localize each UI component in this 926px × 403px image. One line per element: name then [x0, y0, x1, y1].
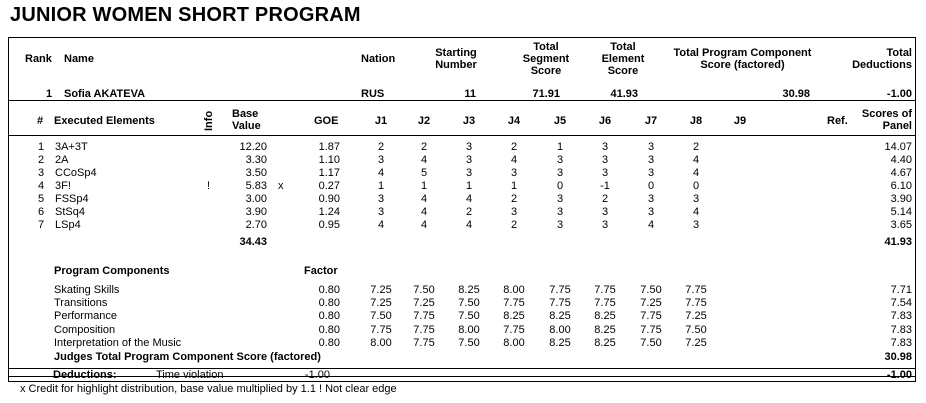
element-base-value: 3.00	[245, 193, 267, 205]
component-score: 7.54	[890, 297, 912, 309]
header-ded-line1: Total	[886, 47, 912, 59]
elements-header-num: #	[37, 115, 44, 127]
element-base-value: 3.90	[245, 206, 267, 218]
component-row	[0, 284, 926, 297]
element-name: CCoSp4	[55, 167, 97, 179]
element-row	[0, 167, 926, 180]
header-seg-line3: Score	[530, 65, 562, 77]
component-judge-score: 8.25	[594, 337, 616, 349]
element-row	[0, 206, 926, 219]
element-judge-score: 4	[510, 154, 518, 166]
element-goe: 0.90	[318, 193, 340, 205]
deductions-row	[0, 369, 926, 382]
element-judge-score: 3	[647, 167, 655, 179]
component-score: 7.83	[890, 337, 912, 349]
element-judge-score: 4	[692, 154, 700, 166]
deductions-item-value: -1.00	[304, 369, 330, 381]
element-num: 4	[38, 180, 45, 192]
element-goe: 1.24	[318, 206, 340, 218]
elements-header-executed: Executed Elements	[54, 115, 155, 127]
judges-total-score: 30.98	[884, 351, 912, 363]
base-value-line2: Value	[232, 120, 261, 132]
component-judge-score: 8.25	[549, 337, 571, 349]
component-judge-score: 7.25	[685, 337, 707, 349]
element-judge-score: 4	[420, 193, 428, 205]
element-judge-score: 0	[692, 180, 700, 192]
judge-header-j2: J2	[417, 115, 431, 127]
header-total-element	[588, 41, 658, 77]
element-row	[0, 154, 926, 167]
component-judge-score: 7.50	[370, 310, 392, 322]
element-panel-score: 4.40	[890, 154, 912, 166]
elements-header-goe: GOE	[314, 115, 339, 127]
component-factor: 0.80	[318, 310, 340, 322]
page-title: JUNIOR WOMEN SHORT PROGRAM	[10, 4, 361, 26]
element-name: 3F!	[55, 180, 71, 192]
element-base-value: 2.70	[245, 219, 267, 231]
component-judge-score: 7.75	[640, 310, 662, 322]
element-judge-score: 2	[601, 193, 609, 205]
element-num: 5	[38, 193, 45, 205]
elements-total-row	[0, 236, 926, 249]
element-panel-score: 3.90	[890, 193, 912, 205]
element-judge-score: 4	[420, 154, 428, 166]
element-judge-score: 5	[420, 167, 428, 179]
element-num: 2	[38, 154, 45, 166]
component-judge-score: 8.00	[549, 324, 571, 336]
element-judge-score: 3	[647, 206, 655, 218]
judge-header-j3: J3	[462, 115, 476, 127]
element-judge-score: 3	[377, 206, 385, 218]
element-base-value: 3.30	[245, 154, 267, 166]
component-judge-score: 7.75	[413, 324, 435, 336]
element-row	[0, 141, 926, 154]
judge-header-j1: J1	[374, 115, 388, 127]
element-judge-score: 4	[465, 219, 473, 231]
component-name: Transitions	[54, 297, 108, 309]
element-judge-score: 1	[377, 180, 385, 192]
element-name: FSSp4	[55, 193, 89, 205]
element-name: 3A+3T	[55, 141, 88, 153]
component-row	[0, 297, 926, 310]
element-base-value: 3.50	[245, 167, 267, 179]
header-el-line1: Total	[610, 41, 636, 53]
component-judge-score: 7.25	[413, 297, 435, 309]
elements-header-scores-of-panel	[840, 108, 912, 132]
component-judge-score: 7.75	[594, 284, 616, 296]
header-nation: Nation	[361, 53, 396, 65]
scores-of-panel-line1: Scores of	[861, 108, 912, 120]
element-judge-score: -1	[600, 180, 610, 192]
component-judge-score: 7.75	[413, 310, 435, 322]
element-num: 3	[38, 167, 45, 179]
element-goe: 1.17	[318, 167, 340, 179]
component-factor: 0.80	[318, 337, 340, 349]
header-seg-line2: Segment	[522, 53, 570, 65]
component-judge-score: 7.75	[503, 297, 525, 309]
elements-total-score: 41.93	[884, 236, 912, 248]
judges-total-label: Judges Total Program Component Score (factored)	[54, 351, 321, 363]
component-name: Performance	[54, 310, 117, 322]
component-row	[0, 310, 926, 323]
skater-rank: 1	[46, 88, 53, 100]
element-judge-score: 2	[420, 141, 428, 153]
scores-of-panel-line2: Panel	[882, 120, 912, 132]
element-judge-score: 3	[601, 206, 609, 218]
skater-deductions: -1.00	[886, 88, 912, 100]
component-judge-score: 7.75	[413, 337, 435, 349]
component-judge-score: 7.75	[594, 297, 616, 309]
judge-header-j5: J5	[553, 115, 567, 127]
component-judge-score: 7.50	[640, 284, 662, 296]
element-judge-score: 4	[465, 193, 473, 205]
component-score: 7.83	[890, 324, 912, 336]
judge-header-j7: J7	[644, 115, 658, 127]
element-name: 2A	[55, 154, 69, 166]
footnote: x Credit for highlight distribution, base value multiplied by 1.1 ! Not clear edge	[20, 383, 397, 395]
element-judge-score: 3	[510, 206, 518, 218]
element-x-credit: x	[278, 180, 284, 192]
divider-elements-header	[8, 135, 916, 136]
element-judge-score: 3	[556, 219, 564, 231]
component-judge-score: 7.75	[549, 284, 571, 296]
component-name: Interpretation of the Music	[54, 337, 182, 349]
header-starting-number	[426, 47, 486, 71]
component-judge-score: 7.50	[685, 324, 707, 336]
elements-header-ref: Ref.	[827, 115, 848, 127]
judges-total-row	[0, 351, 926, 364]
header-starting-line2: Number	[435, 59, 477, 71]
element-judge-score: 4	[692, 167, 700, 179]
header-name: Name	[64, 53, 94, 65]
element-judge-score: 4	[377, 167, 385, 179]
component-factor: 0.80	[318, 297, 340, 309]
element-judge-score: 1	[420, 180, 428, 192]
element-panel-score: 14.07	[884, 141, 912, 153]
header-pcs-line1: Total Program Component	[673, 47, 812, 59]
element-judge-score: 3	[692, 219, 700, 231]
component-judge-score: 7.50	[458, 337, 480, 349]
component-judge-score: 7.75	[640, 324, 662, 336]
element-num: 1	[38, 141, 45, 153]
component-judge-score: 7.50	[640, 337, 662, 349]
components-header-factor: Factor	[304, 265, 338, 277]
component-score: 7.71	[890, 284, 912, 296]
element-goe: 1.87	[318, 141, 340, 153]
component-judge-score: 8.25	[503, 310, 525, 322]
element-judge-score: 3	[556, 206, 564, 218]
skater-segment-score: 71.91	[532, 88, 560, 100]
element-panel-score: 6.10	[890, 180, 912, 192]
component-judge-score: 7.50	[458, 297, 480, 309]
component-judge-score: 8.00	[503, 337, 525, 349]
skater-starting-number: 11	[464, 88, 476, 100]
element-judge-score: 4	[377, 219, 385, 231]
element-row	[0, 193, 926, 206]
component-judge-score: 7.25	[370, 284, 392, 296]
element-judge-score: 3	[647, 141, 655, 153]
element-judge-score: 3	[377, 154, 385, 166]
component-name: Composition	[54, 324, 116, 336]
element-judge-score: 3	[601, 219, 609, 231]
element-judge-score: 3	[556, 167, 564, 179]
component-score: 7.83	[890, 310, 912, 322]
element-judge-score: 3	[601, 154, 609, 166]
component-judge-score: 8.00	[458, 324, 480, 336]
component-judge-score: 7.75	[503, 324, 525, 336]
element-judge-score: 2	[465, 206, 473, 218]
elements-header-info: Info	[203, 110, 215, 131]
element-judge-score: 3	[601, 167, 609, 179]
header-el-line2: Element	[601, 53, 645, 65]
header-starting-line1: Starting	[435, 47, 477, 59]
element-judge-score: 3	[556, 154, 564, 166]
elements-total-bv: 34.43	[239, 236, 267, 248]
element-panel-score: 4.67	[890, 167, 912, 179]
component-judge-score: 7.25	[640, 297, 662, 309]
header-pcs-line2: Score (factored)	[700, 59, 785, 71]
element-num: 7	[38, 219, 45, 231]
base-value-line1: Base	[232, 108, 259, 120]
header-el-line3: Score	[607, 65, 639, 77]
element-num: 6	[38, 206, 45, 218]
element-judge-score: 1	[556, 141, 564, 153]
element-judge-score: 2	[692, 141, 700, 153]
deductions-label: Deductions:	[53, 369, 117, 381]
element-goe: 0.95	[318, 219, 340, 231]
component-judge-score: 7.75	[370, 324, 392, 336]
element-judge-score: 3	[692, 193, 700, 205]
component-judge-score: 8.25	[594, 324, 616, 336]
component-judge-score: 7.50	[458, 310, 480, 322]
element-judge-score: 3	[510, 167, 518, 179]
component-judge-score: 7.25	[370, 297, 392, 309]
components-header-label: Program Components	[54, 265, 170, 277]
element-judge-score: 1	[465, 180, 473, 192]
element-name: StSq4	[55, 206, 85, 218]
header-rank: Rank	[25, 53, 52, 65]
component-factor: 0.80	[318, 284, 340, 296]
component-judge-score: 8.00	[370, 337, 392, 349]
judge-header-j4: J4	[507, 115, 521, 127]
element-judge-score: 4	[647, 219, 655, 231]
skater-pcs: 30.98	[782, 88, 810, 100]
element-goe: 0.27	[318, 180, 340, 192]
deductions-item: Time violation	[156, 369, 224, 381]
element-judge-score: 1	[510, 180, 518, 192]
element-judge-score: 3	[465, 167, 473, 179]
component-judge-score: 7.75	[685, 284, 707, 296]
component-row	[0, 324, 926, 337]
component-judge-score: 8.25	[458, 284, 480, 296]
element-judge-score: 3	[377, 193, 385, 205]
element-row	[0, 219, 926, 232]
component-judge-score: 7.25	[685, 310, 707, 322]
element-judge-score: 2	[510, 219, 518, 231]
judge-header-j6: J6	[598, 115, 612, 127]
element-judge-score: 3	[556, 193, 564, 205]
header-total-segment	[506, 41, 586, 77]
component-judge-score: 7.75	[549, 297, 571, 309]
element-judge-score: 2	[377, 141, 385, 153]
component-judge-score: 7.50	[413, 284, 435, 296]
element-info: !	[207, 180, 211, 192]
skater-name: Sofia AKATEVA	[64, 88, 146, 100]
element-judge-score: 3	[465, 154, 473, 166]
element-judge-score: 2	[510, 141, 518, 153]
element-base-value: 5.83	[245, 180, 267, 192]
element-judge-score: 4	[420, 219, 428, 231]
component-judge-score: 7.75	[685, 297, 707, 309]
element-judge-score: 3	[647, 193, 655, 205]
header-ded-line2: Deductions	[852, 59, 912, 71]
skater-element-score: 41.93	[610, 88, 638, 100]
deductions-total: -1.00	[886, 369, 912, 381]
component-row	[0, 337, 926, 350]
element-panel-score: 5.14	[890, 206, 912, 218]
element-judge-score: 3	[647, 154, 655, 166]
element-judge-score: 3	[465, 141, 473, 153]
element-panel-score: 3.65	[890, 219, 912, 231]
component-judge-score: 8.00	[503, 284, 525, 296]
header-total-deductions	[830, 47, 912, 71]
component-factor: 0.80	[318, 324, 340, 336]
component-judge-score: 8.25	[594, 310, 616, 322]
element-judge-score: 4	[692, 206, 700, 218]
element-judge-score: 2	[510, 193, 518, 205]
judge-header-j8: J8	[689, 115, 703, 127]
element-judge-score: 0	[647, 180, 655, 192]
element-judge-score: 4	[420, 206, 428, 218]
element-goe: 1.10	[318, 154, 340, 166]
header-total-pcs	[660, 47, 825, 71]
divider-skater	[8, 100, 916, 101]
component-judge-score: 8.25	[549, 310, 571, 322]
elements-header-base-value	[232, 108, 261, 132]
judge-header-j9: J9	[733, 115, 747, 127]
skater-nation: RUS	[361, 88, 385, 100]
element-judge-score: 3	[601, 141, 609, 153]
element-judge-score: 0	[556, 180, 564, 192]
component-name: Skating Skills	[54, 284, 120, 296]
header-seg-line1: Total	[533, 41, 559, 53]
element-base-value: 12.20	[239, 141, 267, 153]
element-row	[0, 180, 926, 193]
element-name: LSp4	[55, 219, 81, 231]
